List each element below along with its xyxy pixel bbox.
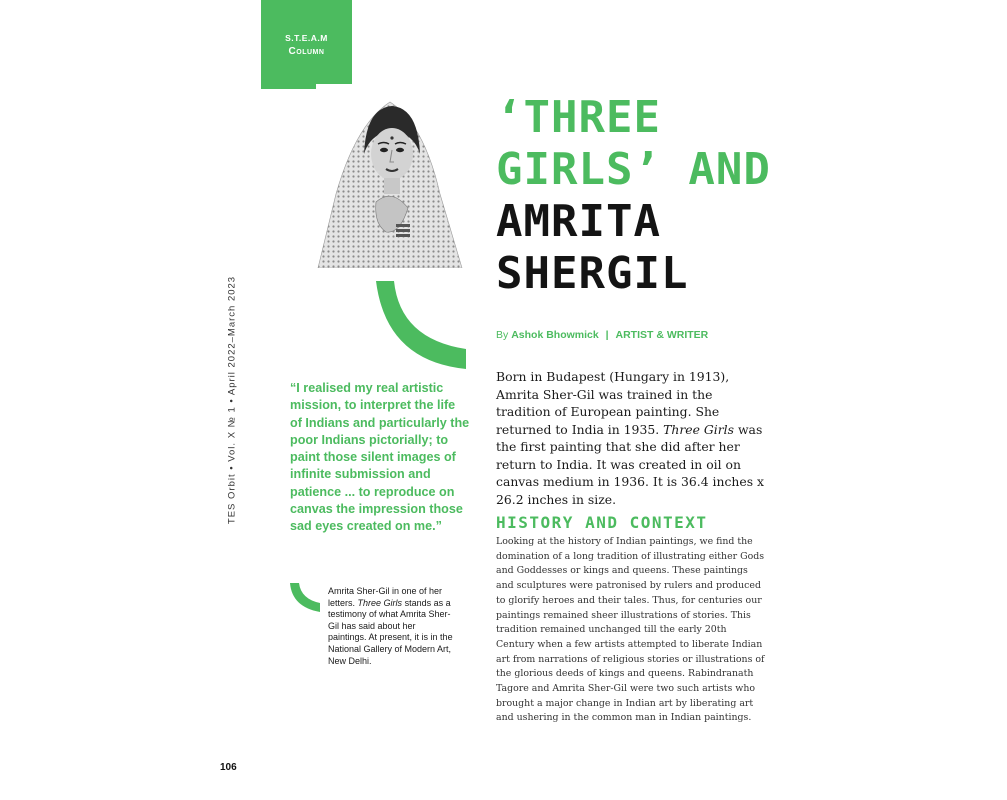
section-heading: HISTORY AND CONTEXT (496, 513, 708, 532)
lead-text-2: was the first painting that she did after her return to India. It was created in oil on canvas medium in 1936. It is 36.4 inches x 26.2 inches in size. (496, 421, 765, 507)
lead-italic: Three Girls (663, 421, 734, 437)
byline (496, 329, 708, 341)
article-title (496, 92, 771, 300)
byline-separator: | (605, 329, 609, 341)
byline-role: ARTIST & WRITER (615, 329, 709, 341)
caption-arc (290, 583, 320, 613)
caption-text-1: Amrita Sher-Gil in one of her letters. (328, 586, 443, 608)
lead-text-1: Born in Budapest (Hungary in 1913), Amrita Sher-Gil was trained in the tradition of European painting. She returned to India in 1935. (496, 369, 730, 437)
column-tab-line1: S.T.E.A.M (285, 33, 328, 43)
pull-quote: “I realised my real artistic mission, to interpret the life of Indians and particularly the poor Indians pictorially; to paint those silent images of infinite submission and patience ... to reproduce on canvas the impression those sad eyes created on me.” (290, 381, 470, 534)
caption-text-2: stands as a testimony of what Amrita Sher-Gil has said about her paintings. At present, it is in the National Gallery of Modern Art, New Delhi. (328, 597, 453, 666)
title-line-2: GIRLS’ AND (496, 144, 771, 195)
portrait-photo (316, 84, 464, 268)
caption-italic: Three Girls (357, 597, 403, 608)
title-line-1: ‘THREE (496, 92, 661, 143)
byline-author: Ashok Bhowmick (511, 329, 599, 341)
section-body: Looking at the history of Indian paintings, we find the domination of a long tradition of illustrating either Gods and Goddesses or kings and queens. These paintings and sculptures were patronised by rulers and produced to glorify heroes and their tales. Thus, for centuries our paintings remained sheer illustrations of stories. This tradition remained unchanged till the early 20th Century when a few artists attempted to liberate Indian art from narrations of religious stories or illustrations of the glorious deeds of kings and queens. Rabindranath Tagore and Amrita Sher-Gil were two such artists who brought a major change in Indian art by liberating art and ushering in the common man in Indian paintings. (496, 536, 765, 724)
column-tab-line2: Column (288, 46, 325, 57)
byline-prefix: By (496, 329, 509, 341)
photo-caption (328, 586, 453, 667)
issue-info: TES Orbit • Vol. X № 1 • April 2022–March 2023 (226, 275, 238, 525)
page-number: 106 (220, 762, 237, 773)
decorative-arc (372, 281, 466, 371)
lead-paragraph (496, 368, 764, 508)
title-line-3: AMRITA (496, 196, 661, 247)
column-tab (261, 0, 352, 89)
title-line-4: SHERGIL (496, 248, 689, 299)
